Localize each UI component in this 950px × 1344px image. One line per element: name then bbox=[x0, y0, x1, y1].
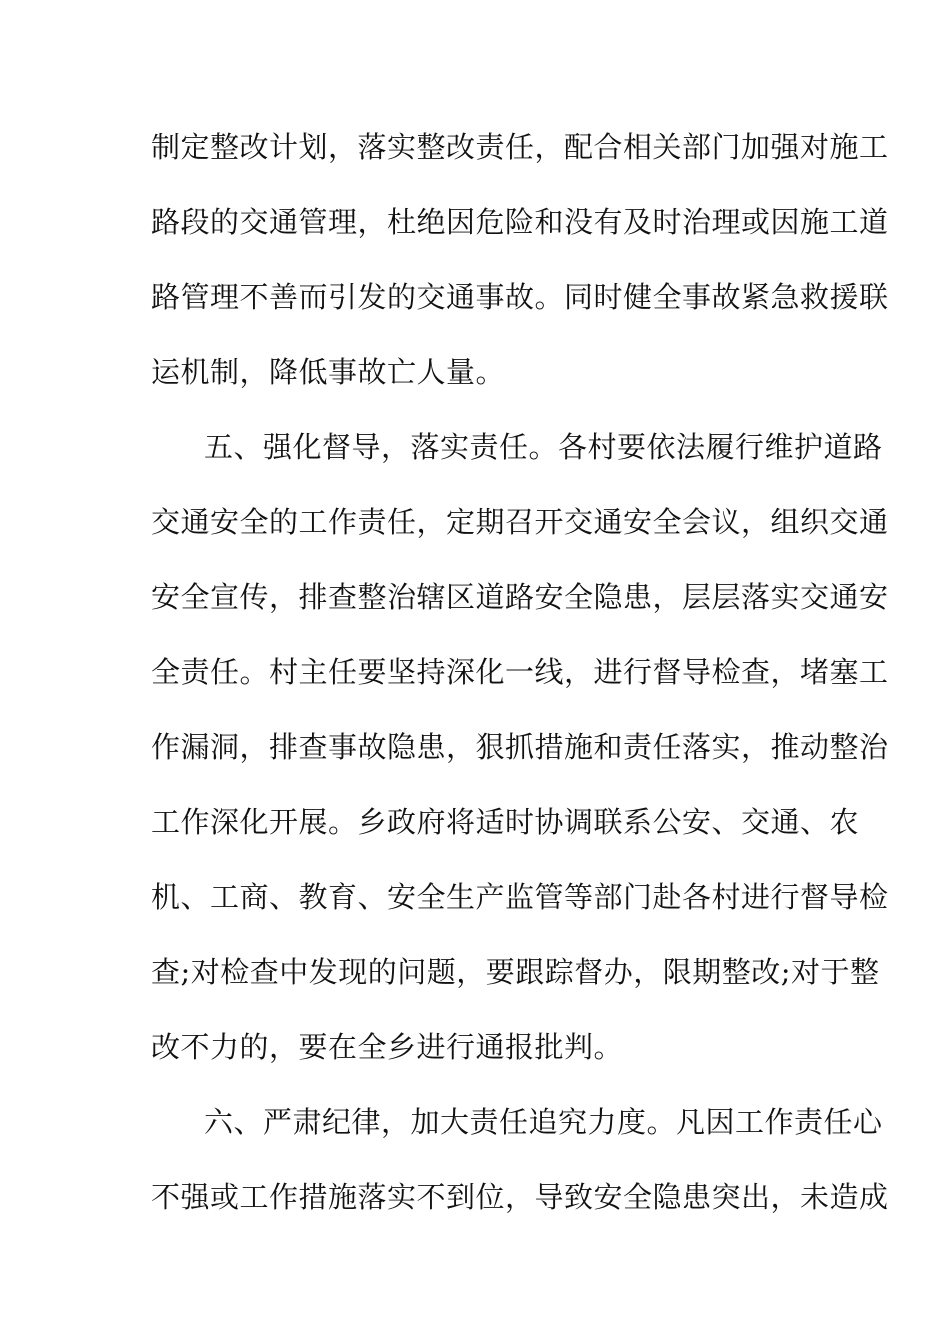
section-five-line: 改不力的，要在全乡进行通报批判。 bbox=[151, 1030, 624, 1064]
paragraph-continuation-line: 制定整改计划，落实整改责任，配合相关部门加强对施工 bbox=[151, 130, 889, 164]
section-five-line: 作漏洞，排查事故隐患，狠抓措施和责任落实，推动整治 bbox=[151, 730, 889, 764]
section-six-first-line: 六、严肃纪律，加大责任追究力度。凡因工作责任心 bbox=[204, 1105, 883, 1139]
section-five-line: 工作深化开展。乡政府将适时协调联系公安、交通、农 bbox=[151, 805, 860, 839]
section-five-line: 机、工商、教育、安全生产监管等部门赴各村进行督导检 bbox=[151, 880, 889, 914]
section-five-line: 交通安全的工作责任，定期召开交通安全会议，组织交通 bbox=[151, 505, 889, 539]
section-five-line: 全责任。村主任要坚持深化一线，进行督导检查，堵塞工 bbox=[151, 655, 889, 689]
section-five-line: 安全宣传，排查整治辖区道路安全隐患，层层落实交通安 bbox=[151, 580, 889, 614]
paragraph-continuation-line: 运机制，降低事故亡人量。 bbox=[151, 355, 506, 389]
section-five-line: 查;对检查中发现的问题，要跟踪督办，限期整改;对于整 bbox=[151, 955, 880, 989]
section-six-line: 不强或工作措施落实不到位，导致安全隐患突出，未造成 bbox=[151, 1180, 889, 1214]
section-five-first-line: 五、强化督导，落实责任。各村要依法履行维护道路 bbox=[204, 430, 883, 464]
paragraph-continuation-line: 路段的交通管理，杜绝因危险和没有及时治理或因施工道 bbox=[151, 205, 889, 239]
paragraph-continuation-line: 路管理不善而引发的交通事故。同时健全事故紧急救援联 bbox=[151, 280, 889, 314]
